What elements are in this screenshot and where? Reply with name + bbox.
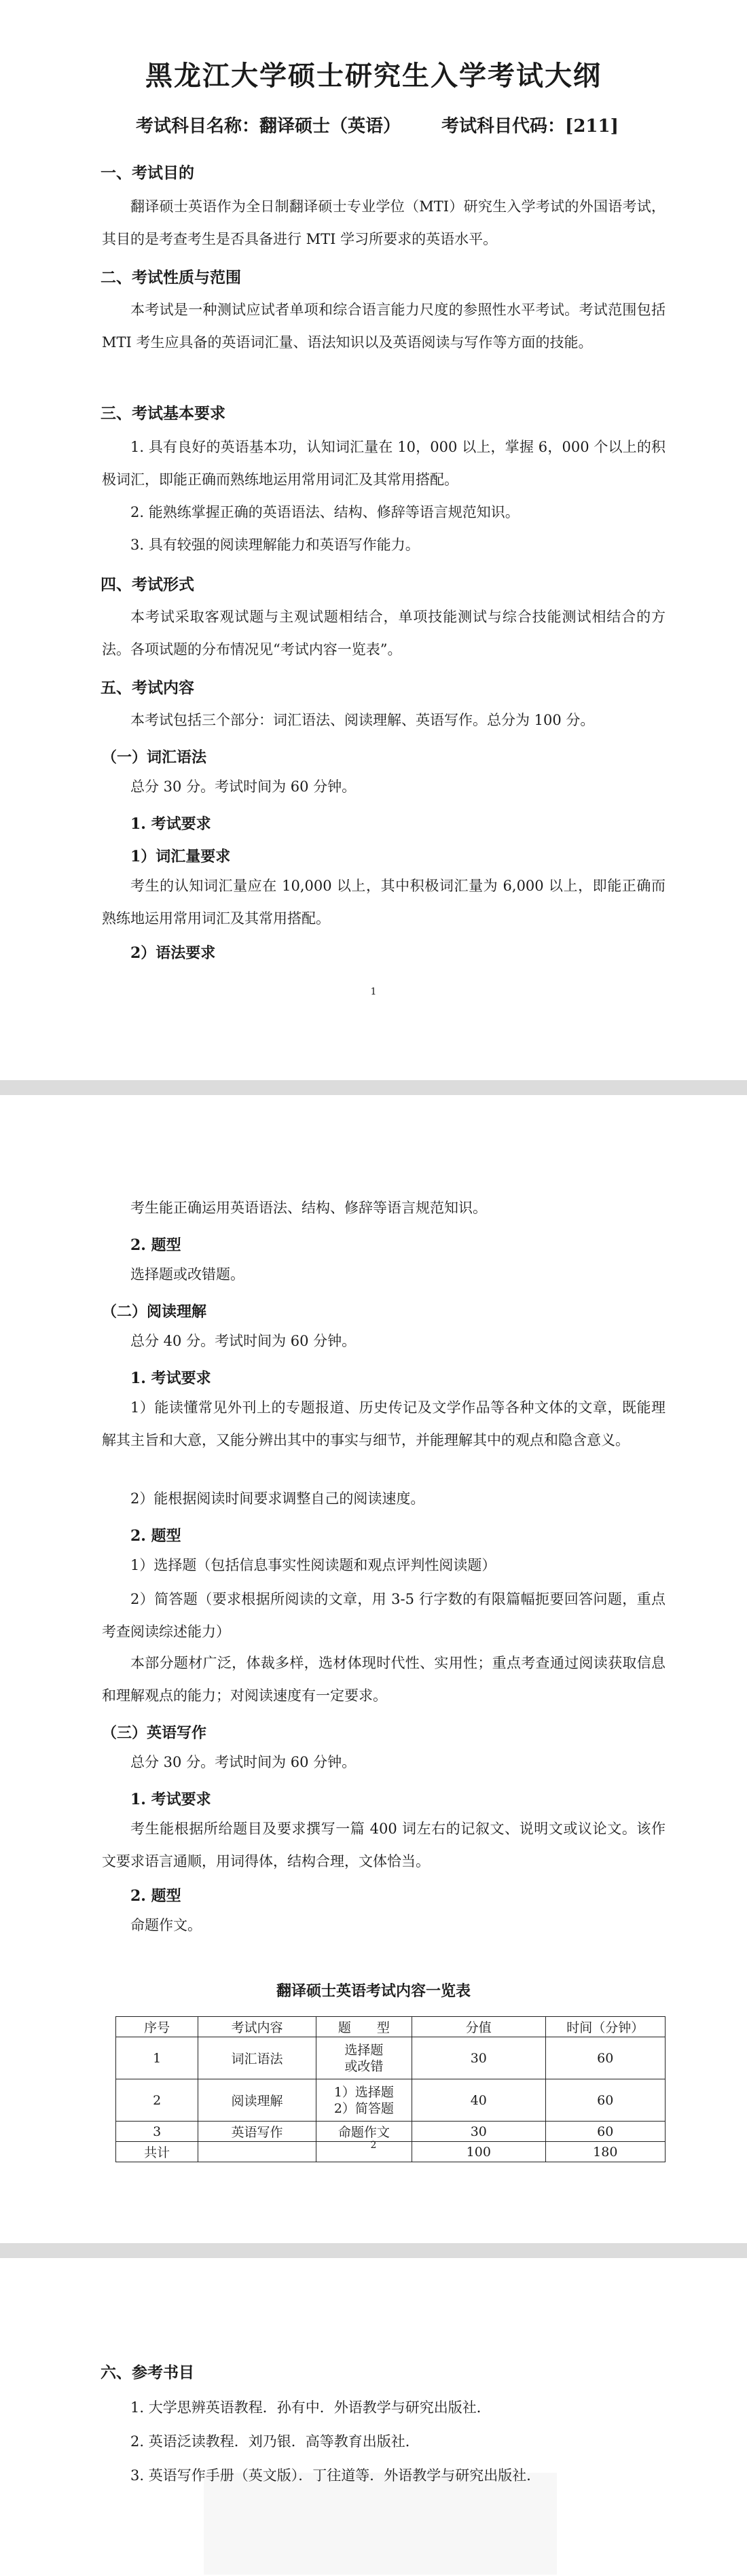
section-5-heading: 五、考试内容 xyxy=(101,679,194,697)
col-header: 时间（分钟） xyxy=(545,2017,665,2037)
document-title: 黑龙江大学硕士研究生入学考试大纲 xyxy=(145,60,602,92)
table-cell: 命题作文 xyxy=(316,2122,412,2142)
table-cell: 2 xyxy=(116,2079,198,2122)
vocab-size-req-text: 考生的认知词汇量应在 10,000 以上，其中积极词汇量为 6,000 以上，即能正确而熟练地运用常用词汇及其常用搭配。 xyxy=(102,878,666,927)
table-cell: 阅读理解 xyxy=(198,2079,316,2122)
table-cell: 100 xyxy=(412,2142,545,2162)
page-number: 1 xyxy=(370,986,377,997)
reference-3: 3. 英语写作手册（英文版）．丁往道等．外语教学与研究出版社． xyxy=(130,2467,541,2484)
section-3-item-2: 2. 能熟练掌握正确的英语语法、结构、修辞等语言规范知识。 xyxy=(130,504,520,520)
writing-type-text: 命题作文。 xyxy=(130,1917,202,1933)
table-cell: 40 xyxy=(412,2079,545,2122)
reading-req-1: 1）能读懂常见外刊上的专题报道、历史传记及文学作品等各种文体的文章，既能理解其主旨和大意，又能分辨出其中的事实与细节，并能理解其中的观点和隐含意义。 xyxy=(102,1399,666,1448)
reading-type-heading: 2. 题型 xyxy=(130,1527,181,1545)
section-4-heading: 四、考试形式 xyxy=(101,576,194,594)
section-5-intro: 本考试包括三个部分：词汇语法、阅读理解、英语写作。总分为 100 分。 xyxy=(130,712,595,728)
reading-req-2: 2）能根据阅读时间要求调整自己的阅读速度。 xyxy=(130,1490,425,1507)
table-cell: 1 xyxy=(116,2037,198,2079)
section-3-item-3: 3. 具有较强的阅读理解能力和英语写作能力。 xyxy=(130,537,420,553)
table-cell: 60 xyxy=(545,2079,665,2122)
subject-code: 考试科目代码：[211] xyxy=(441,116,619,137)
section-1-heading: 一、考试目的 xyxy=(101,164,194,182)
reading-req-heading: 1. 考试要求 xyxy=(130,1370,211,1387)
table-cell: 60 xyxy=(545,2122,665,2142)
table-caption: 翻译硕士英语考试内容一览表 xyxy=(276,1982,471,2000)
col-header: 序号 xyxy=(116,2017,198,2037)
reading-type-1: 1）选择题（包括信息事实性阅读题和观点评判性阅读题） xyxy=(130,1557,496,1573)
vocab-score: 总分 30 分。考试时间为 60 分钟。 xyxy=(130,779,357,795)
col-header: 题 型 xyxy=(316,2017,412,2037)
table-cell: 3 xyxy=(116,2122,198,2142)
table-cell: 180 xyxy=(545,2142,665,2162)
table-cell: 30 xyxy=(412,2037,545,2079)
vocab-size-req-heading: 1）词汇量要求 xyxy=(130,848,231,865)
writing-type-heading: 2. 题型 xyxy=(130,1887,181,1905)
section-4-text: 本考试采取客观试题与主观试题相结合，单项技能测试与综合技能测试相结合的方法。各项试题的分布情况见“考试内容一览表”。 xyxy=(102,609,666,658)
reading-note: 本部分题材广泛，体裁多样，选材体现时代性、实用性；重点考查通过阅读获取信息和理解观点的能力；对阅读速度有一定要求。 xyxy=(102,1655,666,1704)
table-row xyxy=(116,2037,666,2079)
table-cell: 选择题 或改错 xyxy=(316,2037,412,2079)
subject-name: 考试科目名称：翻译硕士（英语） xyxy=(136,116,401,137)
section-2-text: 本考试是一种测试应试者单项和综合语言能力尺度的参照性水平考试。考试范围包括 MTI 考生应具备的英语词汇量、语法知识以及英语阅读与写作等方面的技能。 xyxy=(102,302,666,351)
writing-heading: （三）英语写作 xyxy=(102,1724,207,1742)
vocab-heading: （一）词汇语法 xyxy=(102,749,207,766)
col-header: 考试内容 xyxy=(198,2017,316,2037)
table-row xyxy=(116,2079,666,2122)
table-cell: 30 xyxy=(412,2122,545,2142)
section-3-item-1: 1. 具有良好的英语基本功，认知词汇量在 10，000 以上，掌握 6，000 个以上的积极词汇，即能正确而熟练地运用常用词汇及其常用搭配。 xyxy=(102,439,666,488)
reference-1: 1. 大学思辨英语教程．孙有中．外语教学与研究出版社． xyxy=(130,2399,491,2416)
table-row xyxy=(116,2122,666,2142)
writing-score: 总分 30 分。考试时间为 60 分钟。 xyxy=(130,1754,357,1770)
reading-score: 总分 40 分。考试时间为 60 分钟。 xyxy=(130,1333,357,1349)
section-6-heading: 六、参考书目 xyxy=(101,2364,194,2382)
page-number: 2 xyxy=(370,2140,377,2151)
vocab-type-heading: 2. 题型 xyxy=(130,1236,181,1254)
writing-req-text: 考生能根据所给题目及要求撰写一篇 400 词左右的记叙文、说明文或议论文。该作文要求语言通顺，用词得体，结构合理，文体恰当。 xyxy=(102,1821,666,1870)
table-header-row xyxy=(116,2017,666,2037)
table-cell: 共计 xyxy=(116,2142,198,2162)
table-cell: 词汇语法 xyxy=(198,2037,316,2079)
page-separator xyxy=(0,1080,747,1095)
page-1 xyxy=(0,0,747,1080)
reading-type-2: 2）简答题（要求根据所阅读的文章，用 3-5 行字数的有限篇幅扼要回答问题，重点考查阅读综述能力） xyxy=(102,1591,666,1640)
section-2-heading: 二、考试性质与范围 xyxy=(101,269,241,287)
vocab-req-heading: 1. 考试要求 xyxy=(130,815,211,833)
writing-req-heading: 1. 考试要求 xyxy=(130,1791,211,1808)
grammar-req-text: 考生能正确运用英语语法、结构、修辞等语言规范知识。 xyxy=(130,1200,487,1216)
table-cell: 60 xyxy=(545,2037,665,2079)
grammar-req-heading: 2）语法要求 xyxy=(130,944,216,962)
reference-2: 2. 英语泛读教程．刘乃银．高等教育出版社． xyxy=(130,2433,420,2450)
scan-shadow xyxy=(204,2473,557,2575)
col-header: 分值 xyxy=(412,2017,545,2037)
section-1-text: 翻译硕士英语作为全日制翻译硕士专业学位（MTI）研究生入学考试的外国语考试，其目的是考查考生是否具备进行 MTI 学习所要求的英语水平。 xyxy=(102,198,666,247)
vocab-type-text: 选择题或改错题。 xyxy=(130,1266,244,1283)
table-cell: 1）选择题 2）简答题 xyxy=(316,2079,412,2122)
subject-line xyxy=(136,112,619,137)
reading-heading: （二）阅读理解 xyxy=(102,1303,207,1321)
section-3-heading: 三、考试基本要求 xyxy=(101,405,225,423)
table-cell: 英语写作 xyxy=(198,2122,316,2142)
page-separator xyxy=(0,2243,747,2258)
